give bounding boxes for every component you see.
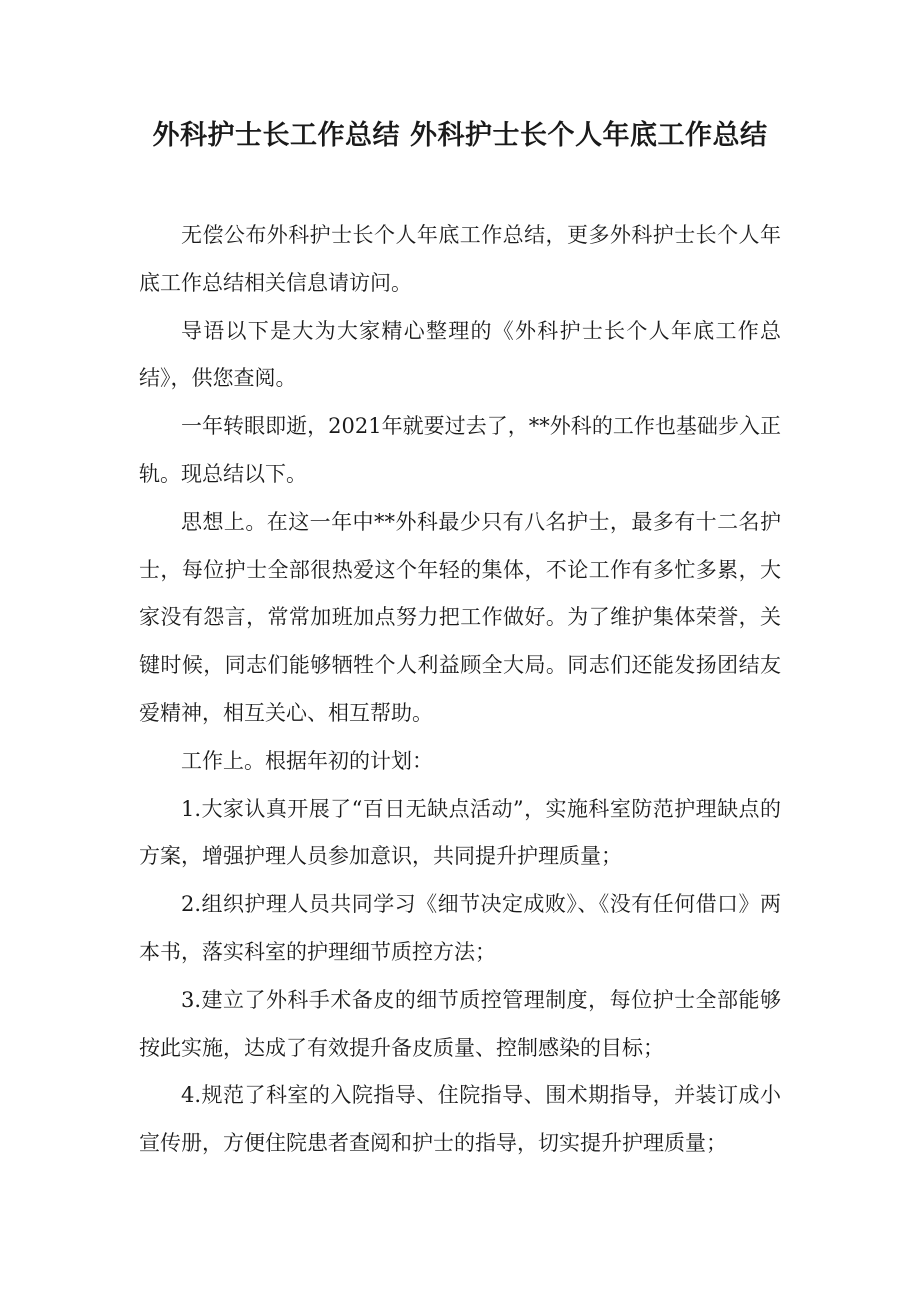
paragraph-lead: 导语以下是大为大家精心整理的《外科护士长个人年底工作总结》，供您查阅。 xyxy=(139,318,781,391)
list-item-3: 3.建立了外科手术备皮的细节质控管理制度，每位护士全部能够按此实施，达成了有效提升备皮质量、控制感染的目标； xyxy=(139,987,781,1060)
list-item-1: 1.大家认真开展了“百日无缺点活动”，实施科室防范护理缺点的方案，增强护理人员参加意识，共同提升护理质量； xyxy=(139,796,781,869)
list-item-2: 2.组织护理人员共同学习《细节决定成败》、《没有任何借口》两本书，落实科室的护理细节质控方法； xyxy=(139,892,781,964)
paragraph-ideology: 思想上。在这一年中**外科最少只有八名护士，最多有十二名护士，每位护士全部很热爱这个年轻的集体，不论工作有多忙多累，大家没有怨言，常常加班加点努力把工作做好。为了维护集体荣誉，关键时候，同志们能够牺牲个人利益顾全大局。同志们还能发扬团结友爱精神，相互关心、相互帮助。 xyxy=(139,509,781,725)
paragraph-overview: 一年转眼即逝，2021年就要过去了，**外科的工作也基础步入正轨。现总结以下。 xyxy=(139,414,781,486)
list-item-4: 4.规范了科室的入院指导、住院指导、围术期指导，并装订成小宣传册，方便住院患者查阅和护士的指导，切实提升护理质量； xyxy=(139,1083,781,1156)
document-body xyxy=(139,212,781,1168)
paragraph-work-heading: 工作上。根据年初的计划： xyxy=(181,748,433,773)
document-title: 外科护士长工作总结 外科护士长个人年底工作总结 xyxy=(152,120,768,151)
paragraph-intro: 无偿公布外科护士长个人年底工作总结，更多外科护士长个人年底工作总结相关信息请访问。 xyxy=(139,223,781,295)
